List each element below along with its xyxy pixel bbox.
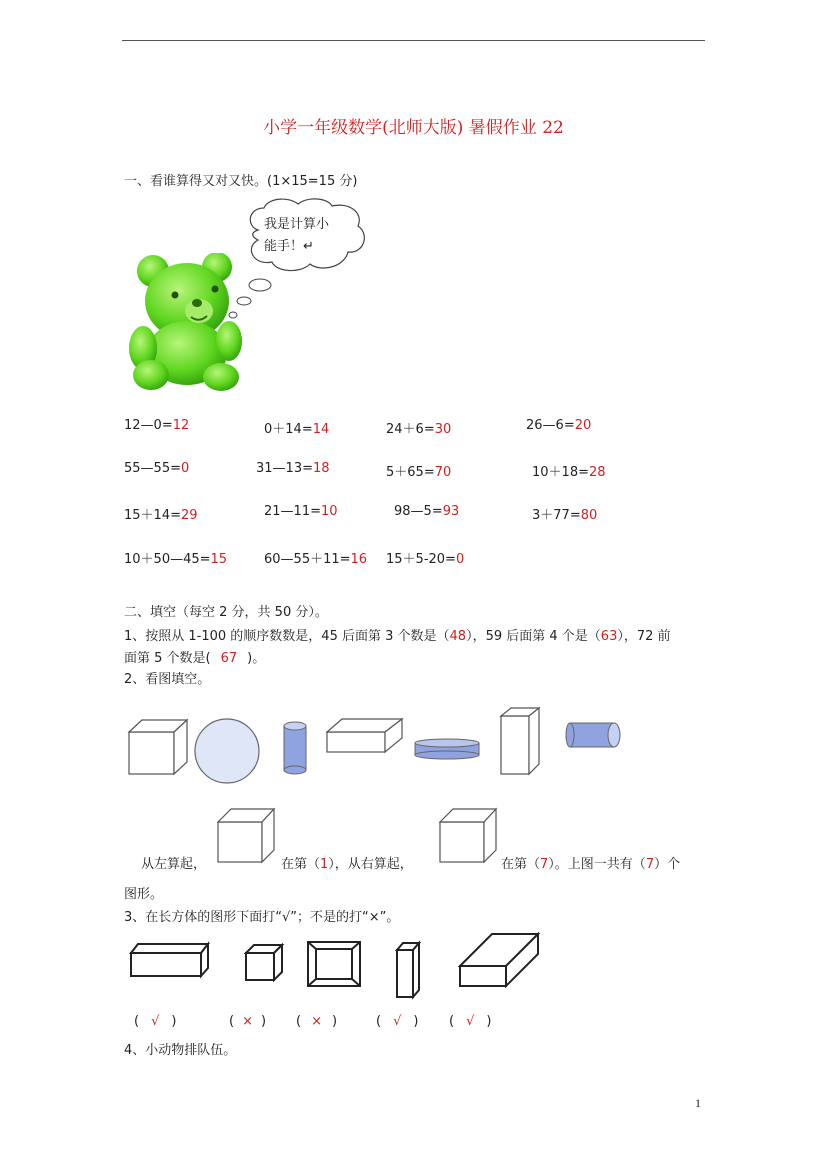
answer-10: 10 [320, 504, 338, 519]
answer-3: 30 [434, 422, 452, 437]
answer-2: 14 [312, 422, 330, 437]
section1-heading: 一、看谁算得又对又快。(1×15=15 分) [124, 174, 358, 189]
tall-cuboid-shape [501, 708, 539, 774]
q2-answer-3: 7 [645, 857, 655, 872]
q3-answer-4: ( √ ) [376, 1014, 419, 1029]
q3-shapes-row [126, 928, 546, 1002]
header-rule [122, 40, 705, 41]
q2-text-2: 在第（1），从右算起， [281, 857, 413, 872]
problem-5: 55—55=0 [124, 461, 190, 476]
answer-8: 28 [588, 465, 606, 480]
q1-line-2: 面第 5 个数是( 67 )。 [124, 651, 266, 666]
q3-answer-2: ( × ) [229, 1014, 267, 1029]
q2-text-3: 在第（7）。上图一共有（7）个 [501, 857, 681, 872]
q3-label: 3、在长方体的图形下面打“√”；不是的打“×”。 [124, 910, 400, 925]
answer-15: 0 [455, 552, 465, 567]
q3-answer-1: ( √ ) [134, 1014, 177, 1029]
lying-cylinder-shape [566, 723, 620, 747]
answer-7: 70 [434, 465, 452, 480]
sphere-shape [195, 719, 259, 783]
cube-shape [129, 720, 187, 774]
q2-answer-2: 7 [540, 857, 549, 872]
problem-4: 26—6=20 [526, 418, 592, 433]
problem-6: 31—13=18 [256, 461, 330, 476]
q2-label: 2、看图填空。 [124, 672, 211, 687]
answer-11: 93 [442, 504, 460, 519]
cylinder-shape [284, 722, 306, 774]
shapes-row [124, 702, 634, 786]
q3-answer-3: ( × ) [296, 1014, 338, 1029]
q4-label: 4、小动物排队伍。 [124, 1043, 237, 1058]
cube-icon-right [437, 806, 499, 866]
page-title: 小学一年级数学(北师大版) 暑假作业 22 [263, 118, 564, 138]
problem-13: 10＋50—45=15 [124, 552, 228, 567]
bubble-line-1: 我是计算小 [264, 217, 330, 232]
disc-shape [415, 739, 479, 759]
q1-answer-3: 67 [220, 651, 238, 666]
problem-3: 24＋6=30 [386, 422, 452, 437]
problem-15: 15＋5-20=0 [386, 552, 465, 567]
q2-text-1: 从左算起， [141, 857, 207, 872]
answer-13: 15 [210, 552, 228, 567]
answer-6: 18 [312, 461, 330, 476]
q3-answer-5: ( √ ) [449, 1014, 492, 1029]
problem-2: 0＋14=14 [264, 422, 330, 437]
problem-7: 5＋65=70 [386, 465, 452, 480]
answer-14: 16 [350, 552, 368, 567]
q1-answer-1: 48 [449, 629, 467, 644]
cube-icon-left [215, 806, 277, 866]
section2-heading: 二、填空（每空 2 分，共 50 分）。 [124, 605, 328, 620]
problem-14: 60—55＋11=16 [264, 552, 368, 567]
answer-5: 0 [180, 461, 190, 476]
problem-10: 21—11=10 [264, 504, 338, 519]
answer-4: 20 [574, 418, 592, 433]
answer-9: 29 [180, 508, 198, 523]
answer-1: 12 [172, 418, 190, 433]
q1-answer-2: 63 [600, 629, 618, 644]
flat-cuboid-shape [327, 719, 402, 752]
problem-9: 15＋14=29 [124, 508, 198, 523]
teddy-bear-icon [125, 253, 247, 393]
q2-answer-1: 1 [320, 857, 329, 872]
page-number: 1 [695, 1096, 701, 1110]
bubble-line-2: 能手！↵ [264, 239, 314, 254]
problem-8: 10＋18=28 [532, 465, 606, 480]
problem-11: 98—5=93 [394, 504, 460, 519]
problem-1: 12—0=12 [124, 418, 190, 433]
answer-12: 80 [580, 508, 598, 523]
problem-12: 3＋77=80 [532, 508, 598, 523]
q1-line-1: 1、按照从 1-100 的顺序数数是，45 后面第 3 个数是（48），59 后面第 4 个是（63），72 前 [124, 629, 671, 644]
q2-text-4: 图形。 [124, 887, 164, 902]
